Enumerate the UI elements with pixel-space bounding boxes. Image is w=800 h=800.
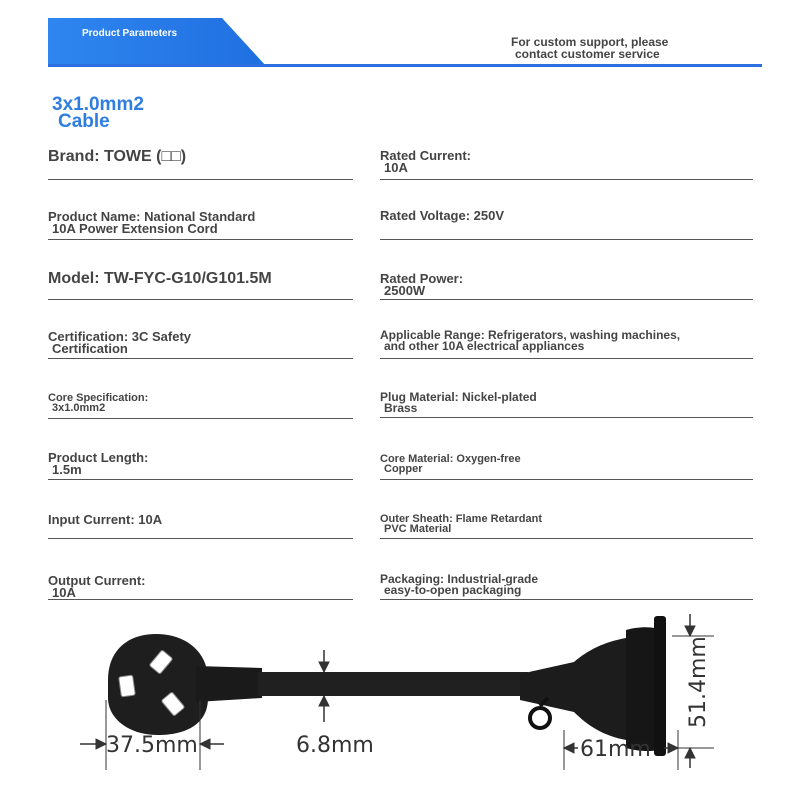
param-outer-sheath: [380, 514, 753, 539]
param-rated-power-value: 2500W: [384, 283, 426, 298]
cable-title-line-1: 3x1.0mm2: [52, 94, 144, 115]
param-output-current-label: Output Current:: [48, 573, 146, 588]
param-brand-text: Brand: TOWE (□□): [48, 148, 187, 165]
param-core-material-label: Core Material: Oxygen-free: [380, 453, 521, 465]
param-model-text: Model: TW-FYC-G10/G101.5M: [48, 270, 272, 287]
socket-length-label: 61mm: [580, 737, 651, 762]
param-applicable-range-value: and other 10A electrical appliances: [384, 339, 585, 353]
socket-height-label: 51.4mm: [686, 636, 711, 728]
param-model: [48, 270, 353, 300]
param-plug-material-label: Plug Material: Nickel-plated: [380, 390, 537, 404]
param-core-material-value: Copper: [384, 463, 423, 475]
param-rated-power: [380, 273, 753, 300]
cable-diameter-label: 6.8mm: [296, 733, 374, 758]
param-product-name-value: 10A Power Extension Cord: [52, 221, 218, 236]
plug-width-label: 37.5mm: [106, 733, 198, 758]
custom-support-note: [511, 36, 711, 60]
param-product-length-value: 1.5m: [52, 462, 82, 477]
plug-icon: [108, 634, 262, 735]
param-packaging-label: Packaging: Industrial-grade: [380, 572, 539, 586]
param-core-material: [380, 454, 753, 480]
header-tab: [48, 18, 268, 66]
param-outer-sheath-value: PVC Material: [384, 523, 452, 535]
param-input-current-text: Input Current: 10A: [48, 512, 163, 527]
param-plug-material-value: Brass: [384, 401, 418, 415]
param-packaging: [380, 574, 753, 600]
param-product-length-label: Product Length:: [48, 450, 149, 465]
param-plug-material: [380, 392, 753, 418]
param-product-name-label: Product Name: National Standard: [48, 209, 256, 224]
param-packaging-value: easy-to-open packaging: [384, 583, 522, 597]
socket-icon: [520, 616, 666, 756]
param-applicable-range-label: Applicable Range: Refrigerators, washing machines,: [380, 328, 681, 342]
param-rated-current: [380, 150, 753, 180]
param-rated-current-value: 10A: [384, 160, 408, 175]
product-dimension-diagram: [0, 600, 800, 800]
param-core-specification: [48, 393, 353, 419]
header-tab-label: Product Parameters: [82, 28, 178, 39]
param-rated-current-label: Rated Current:: [380, 148, 472, 163]
param-output-current: [48, 575, 353, 600]
param-output-current-value: 10A: [52, 585, 76, 600]
param-rated-voltage-text: Rated Voltage: 250V: [380, 208, 505, 223]
support-line-1: For custom support, please: [511, 35, 669, 49]
param-core-specification-value: 3x1.0mm2: [52, 402, 106, 414]
cable-title: [52, 96, 144, 130]
param-rated-power-label: Rated Power:: [380, 271, 464, 286]
param-core-specification-label: Core Specification:: [48, 392, 149, 404]
support-line-2: contact customer service: [515, 47, 660, 61]
param-certification: [48, 331, 353, 359]
param-applicable-range: [380, 330, 753, 359]
param-input-current: [48, 514, 353, 539]
param-brand: [48, 148, 353, 180]
param-certification-label: Certification: 3C Safety: [48, 329, 192, 344]
header-tab-shape: [48, 18, 268, 66]
cable-body: [258, 672, 528, 696]
param-outer-sheath-label: Outer Sheath: Flame Retardant: [380, 513, 542, 525]
param-certification-value: Certification: [52, 341, 128, 356]
param-product-name: [48, 211, 353, 240]
header-divider: [48, 64, 762, 67]
cable-title-line-2: Cable: [58, 111, 110, 132]
param-rated-voltage: [380, 210, 753, 240]
param-product-length: [48, 452, 353, 480]
